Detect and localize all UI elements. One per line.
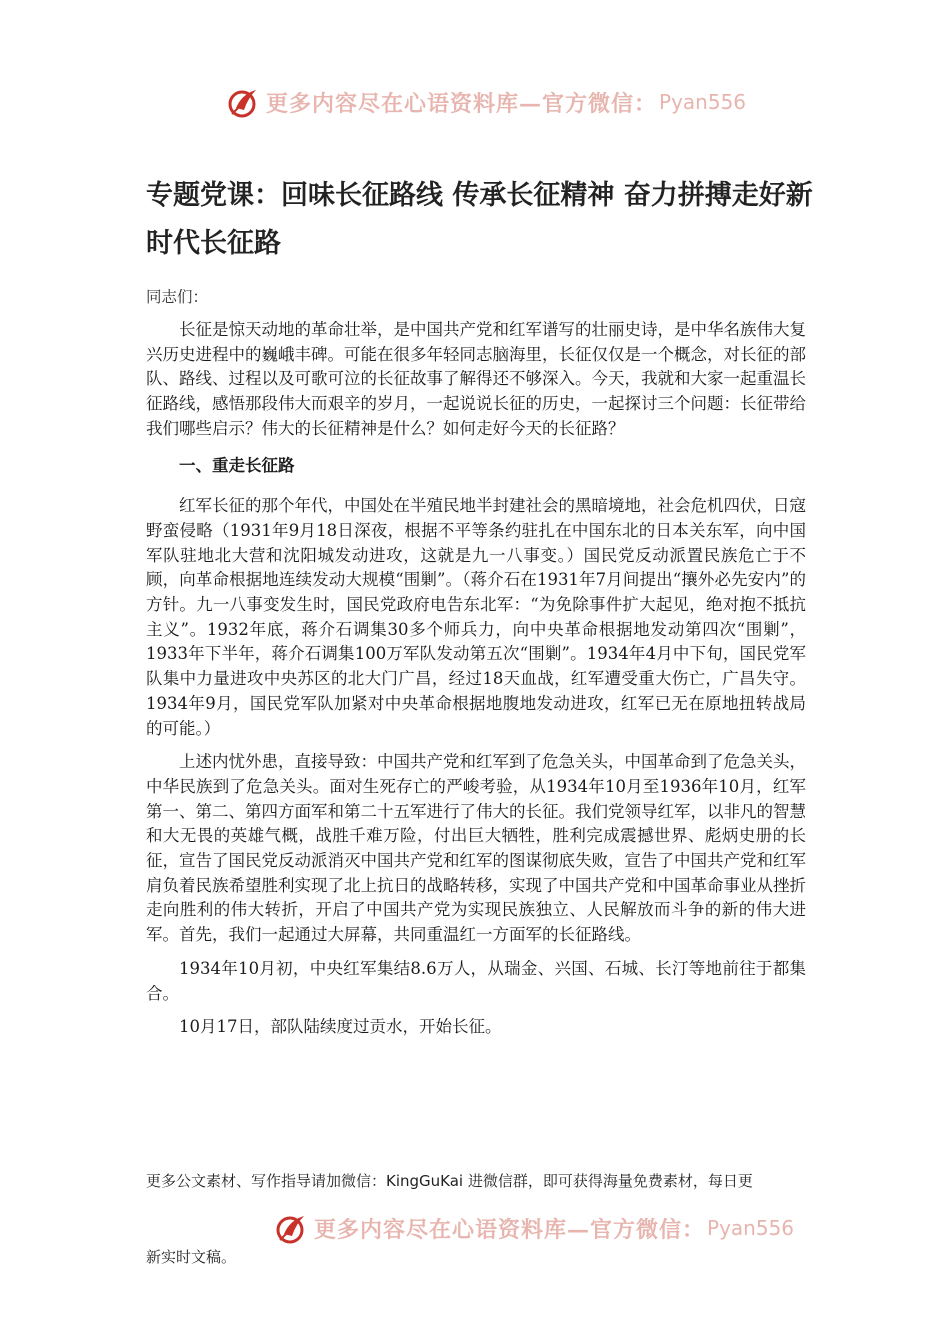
brand-logo-icon bbox=[274, 1210, 310, 1246]
watermark-wechat-id: Pyan556 bbox=[659, 90, 747, 114]
watermark-banner-bottom bbox=[274, 1210, 794, 1246]
intro-paragraph: 长征是惊天动地的革命壮举，是中国共产党和红军谱写的壮丽史诗，是中华名族伟大复兴历史进程中的巍峨丰碑。可能在很多年轻同志脑海里，长征仅仅是一个概念，对长征的部队、路线、过程以及可歌可泣的长征故事了解得还不够深入。今天，我就和大家一起重温长征路线，感悟那段伟大而艰辛的岁月，一起说说长征的历史，一起探讨三个问题：长征带给我们哪些启示？伟大的长征精神是什么？如何走好今天的长征路？ bbox=[146, 320, 806, 438]
watermark-wechat-id: Pyan556 bbox=[707, 1216, 795, 1240]
watermark-text: 更多内容尽在心语资料库—官方微信： bbox=[314, 1216, 706, 1243]
footer-promo-line-continued: 新实时文稿。 bbox=[146, 1248, 237, 1266]
watermark-banner-top bbox=[226, 84, 746, 120]
document-body bbox=[146, 318, 806, 1049]
body-paragraph: 红军长征的那个年代，中国处在半殖民地半封建社会的黑暗境地，社会危机四伏，日寇野蛮侵略（1931年9月18日深夜，根据不平等条约驻扎在中国东北的日本关东军，向中国军队驻地北大营和沈阳城发动进攻，这就是九一八事变。）国民党反动派置民族危亡于不顾，向革命根据地连续发动大规模“围剿”。（蒋介石在1931年7月间提出“攘外必先安内”的方针。九一八事变发生时，国民党政府电告东北军：“为免除事件扩大起见，绝对抱不抵抗主义”。1932年底，蒋介石调集30多个师兵力，向中央革命根据地发动第四次“围剿”，1933年下半年，蒋介石调集100万军队发动第五次“围剿”。1934年4月中下旬，国民党军队集中力量进攻中央苏区的北大门广昌，经过18天血战，红军遭受重大伤亡，广昌失守。1934年9月，国民党军队加紧对中央革命根据地腹地发动进攻，红军已无在原地扭转战局的可能。） bbox=[146, 496, 806, 738]
salutation: 同志们： bbox=[146, 288, 209, 306]
brand-logo-icon bbox=[226, 84, 262, 120]
body-paragraph: 上述内忧外患，直接导致：中国共产党和红军到了危急关头，中国革命到了危急关头，中华民族到了危急关头。面对生死存亡的严峻考验，从1934年10月至1936年10月，红军第一、第二、第四方面军和第二十五军进行了伟大的长征。我们党领导红军，以非凡的智慧和大无畏的英雄气概，战胜千难万险，付出巨大牺牲，胜利完成震撼世界、彪炳史册的长征，宣告了国民党反动派消灭中国共产党和红军的图谋彻底失败，宣告了中国共产党和红军肩负着民族希望胜利实现了北上抗日的战略转移，实现了中国共产党和中国革命事业从挫折走向胜利的伟大转折，开启了中国共产党为实现民族独立、人民解放而斗争的新的伟大进军。首先，我们一起通过大屏幕，共同重温红一方面军的长征路线。 bbox=[146, 752, 806, 945]
section-heading: 一、重走长征路 bbox=[179, 455, 295, 475]
body-paragraph: 1934年10月初，中央红军集结8.6万人，从瑞金、兴国、石城、长汀等地前往于都集合。 bbox=[146, 958, 806, 1003]
body-paragraph: 10月17日，部队陆续度过贡水，开始长征。 bbox=[179, 1017, 502, 1037]
document-title: 专题党课：回味长征路线 传承长征精神 奋力拼搏走好新时代长征路 bbox=[146, 180, 813, 259]
footer-promo-line: 更多公文素材、写作指导请加微信：KingGuKai 进微信群，即可获得海量免费素材，每日更 bbox=[146, 1172, 753, 1190]
watermark-text: 更多内容尽在心语资料库—官方微信： bbox=[266, 90, 658, 117]
